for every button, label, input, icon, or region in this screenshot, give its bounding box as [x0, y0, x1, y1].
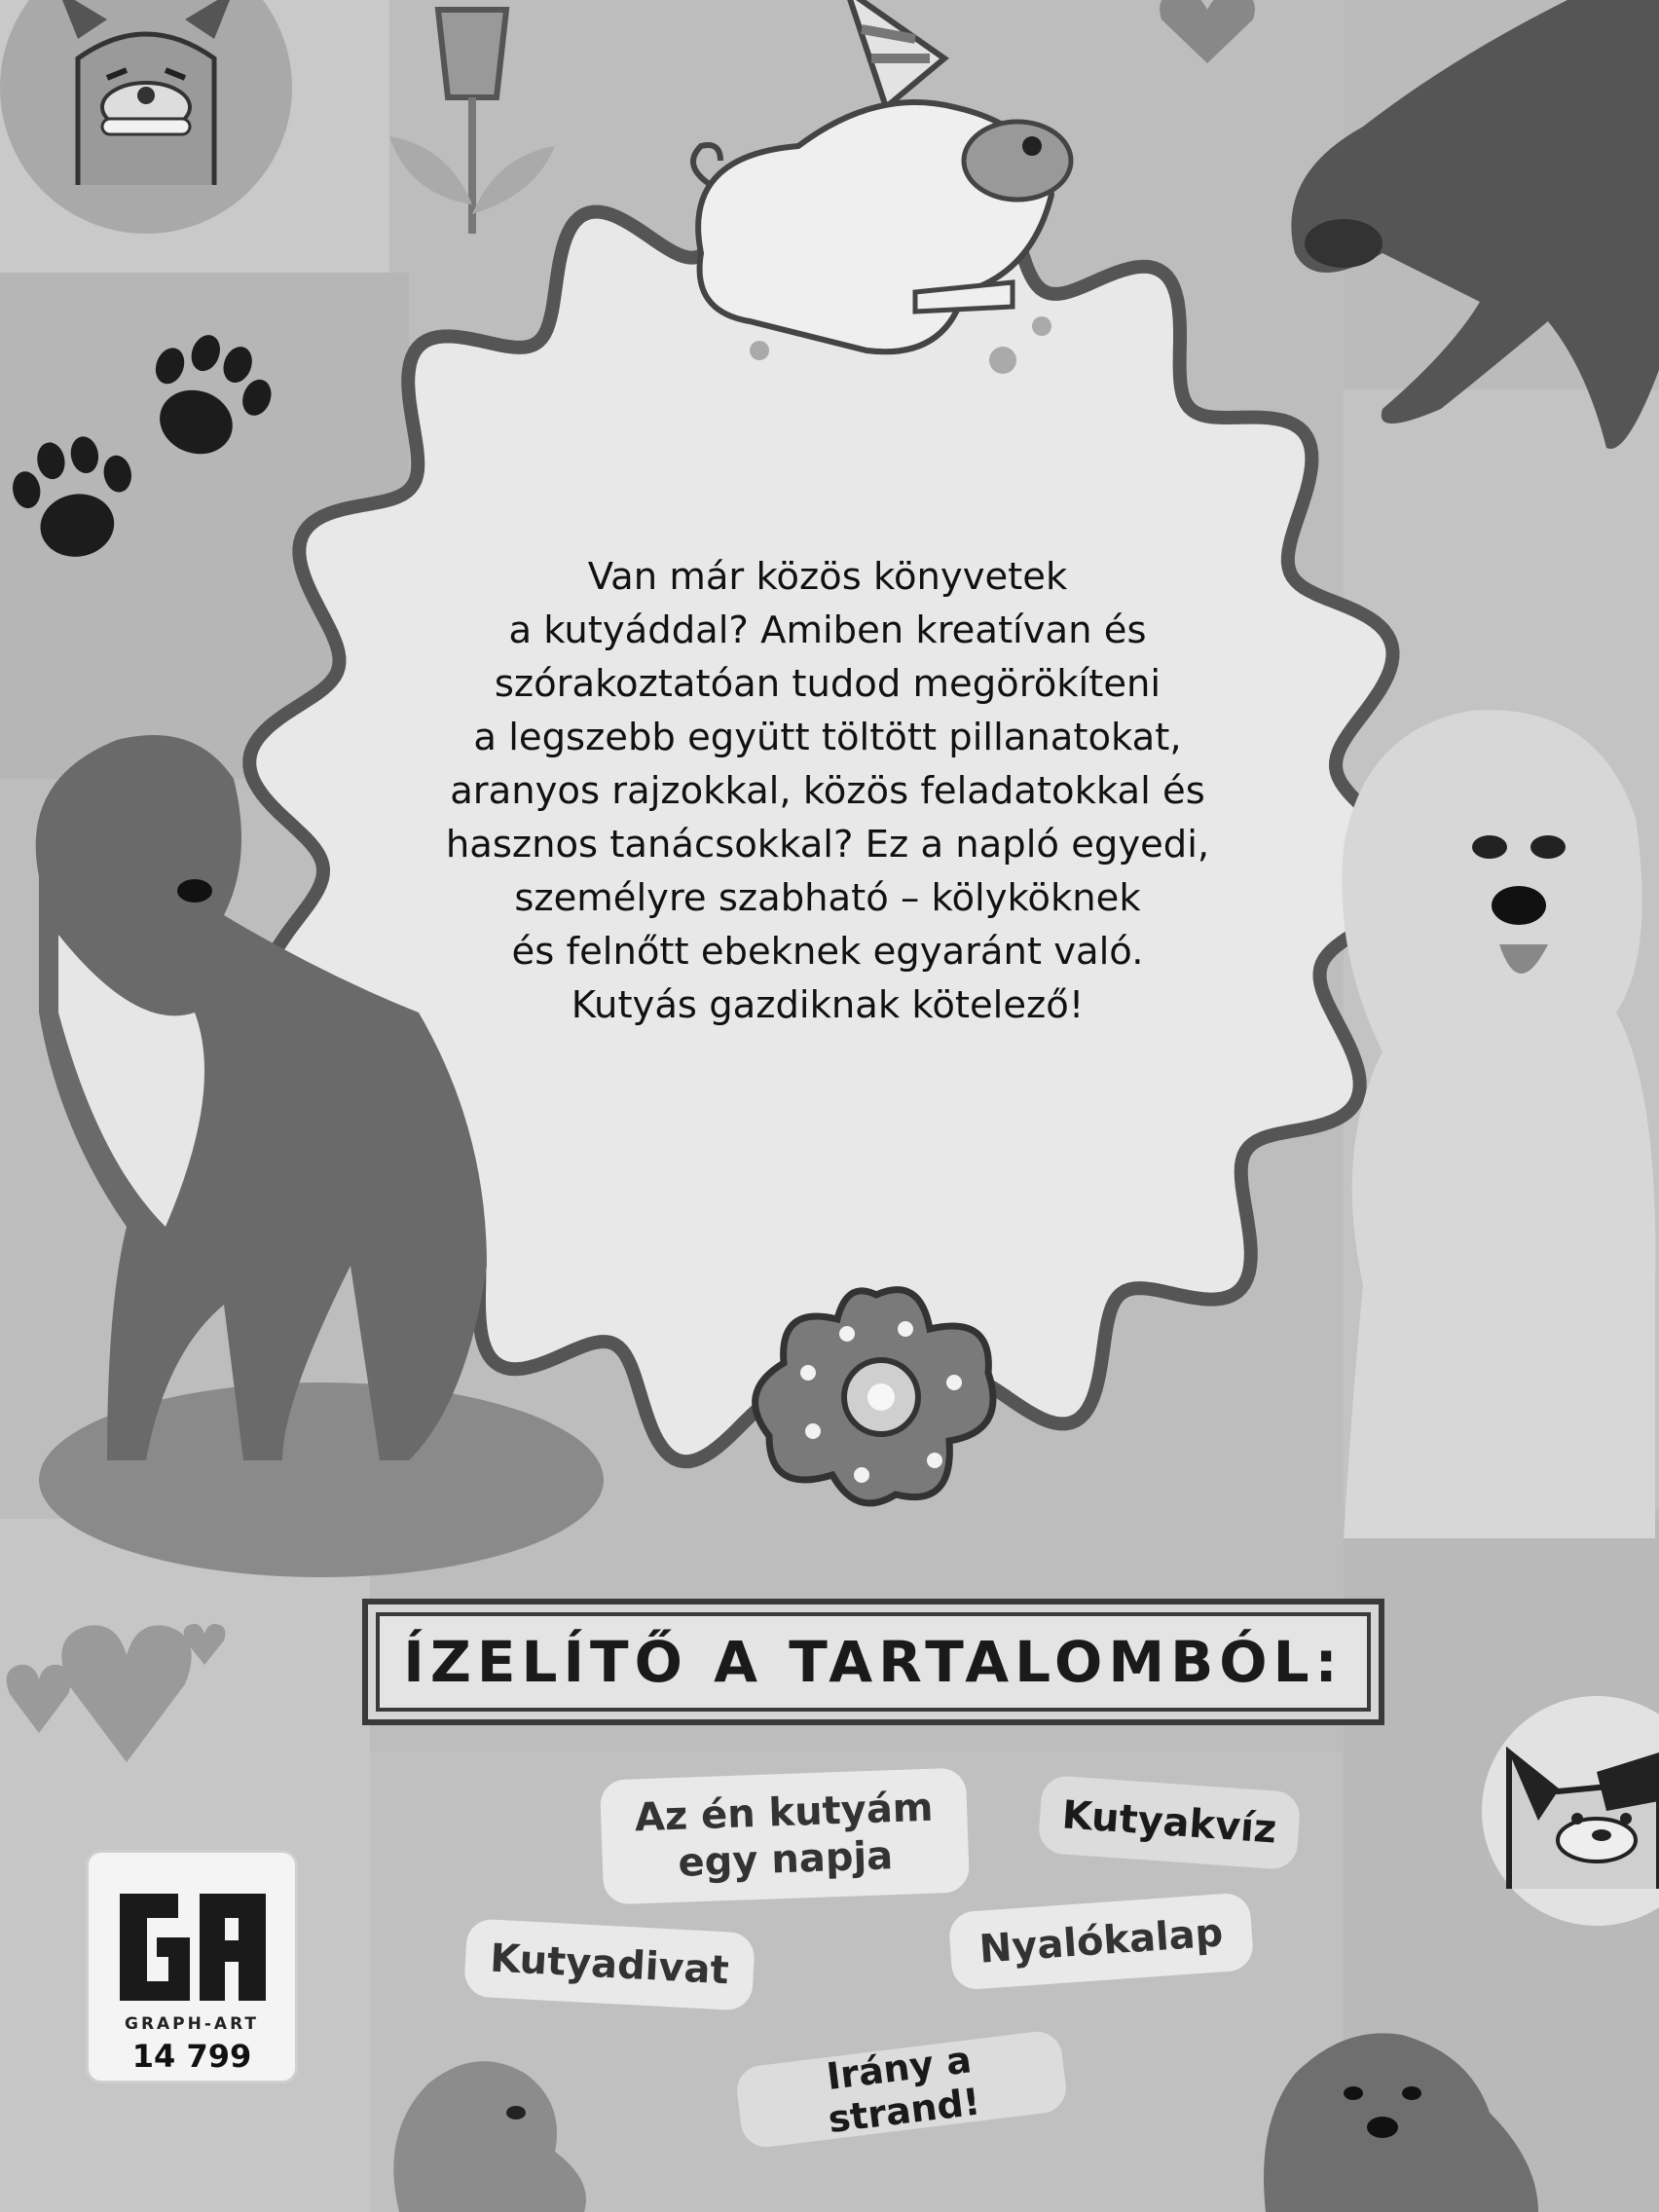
blurb-line: a legszebb együtt töltött pillanatokat,: [473, 716, 1182, 759]
blurb-line: hasznos tanácsokkal? Ez a napló egyedi,: [445, 823, 1210, 866]
dog-photo-bottom-left: [370, 2035, 594, 2212]
product-code: 14 799: [131, 2038, 252, 2075]
dog-with-bone-icon: [0, 0, 302, 234]
blurb-line: és felnőtt ebeknek egyaránt való.: [511, 930, 1144, 974]
section-title-box: [362, 1599, 1384, 1725]
heart-icon: [1154, 0, 1261, 68]
blurb-line: Kutyás gazdiknak kötelező!: [571, 983, 1085, 1027]
dog-photo-top-right: [1256, 0, 1659, 467]
topic-label: Irány a strand!: [824, 2038, 983, 2142]
blurb-line: a kutyáddal? Amiben kreatívan és: [508, 608, 1147, 652]
topic-pill: [600, 1767, 970, 1904]
section-title: ÍZELÍTŐ A TARTALOMBÓL:: [403, 1629, 1344, 1695]
cat-face-icon: [1451, 1694, 1659, 1928]
publisher-logo: [86, 1850, 298, 2083]
blurb-line: szórakoztatóan tudod megörökíteni: [494, 662, 1161, 706]
publisher-brand: GRAPH-ART: [124, 2014, 260, 2034]
topic-label: Az én kutyám: [634, 1785, 935, 1841]
description-blurb: [409, 550, 1246, 1032]
dog-photo-right: [1324, 701, 1659, 1538]
heart-icon: [0, 1577, 253, 1772]
blurb-line: Van már közös könyvetek: [587, 555, 1068, 599]
party-pug-icon: [623, 0, 1168, 409]
flower-icon: [740, 1275, 1013, 1519]
topic-label: Nyalókalap: [977, 1910, 1225, 1972]
blurb-line: személyre szabható – kölyköknek: [514, 876, 1141, 920]
paw-print-icon: [5, 428, 141, 574]
graph-art-logo-icon: [110, 1874, 276, 2010]
topic-label: egy napja: [677, 1833, 894, 1886]
topic-pill: [463, 1918, 756, 2010]
topic-label: Kutyakvíz: [1060, 1792, 1278, 1853]
blurb-line: aranyos rajzokkal, közös feladatokkal és: [450, 769, 1205, 813]
topic-label: Kutyadivat: [489, 1936, 730, 1994]
paw-print-icon: [136, 326, 273, 472]
flower-pot-icon: [370, 0, 565, 234]
dog-photo-bottom-right: [1246, 2006, 1538, 2212]
